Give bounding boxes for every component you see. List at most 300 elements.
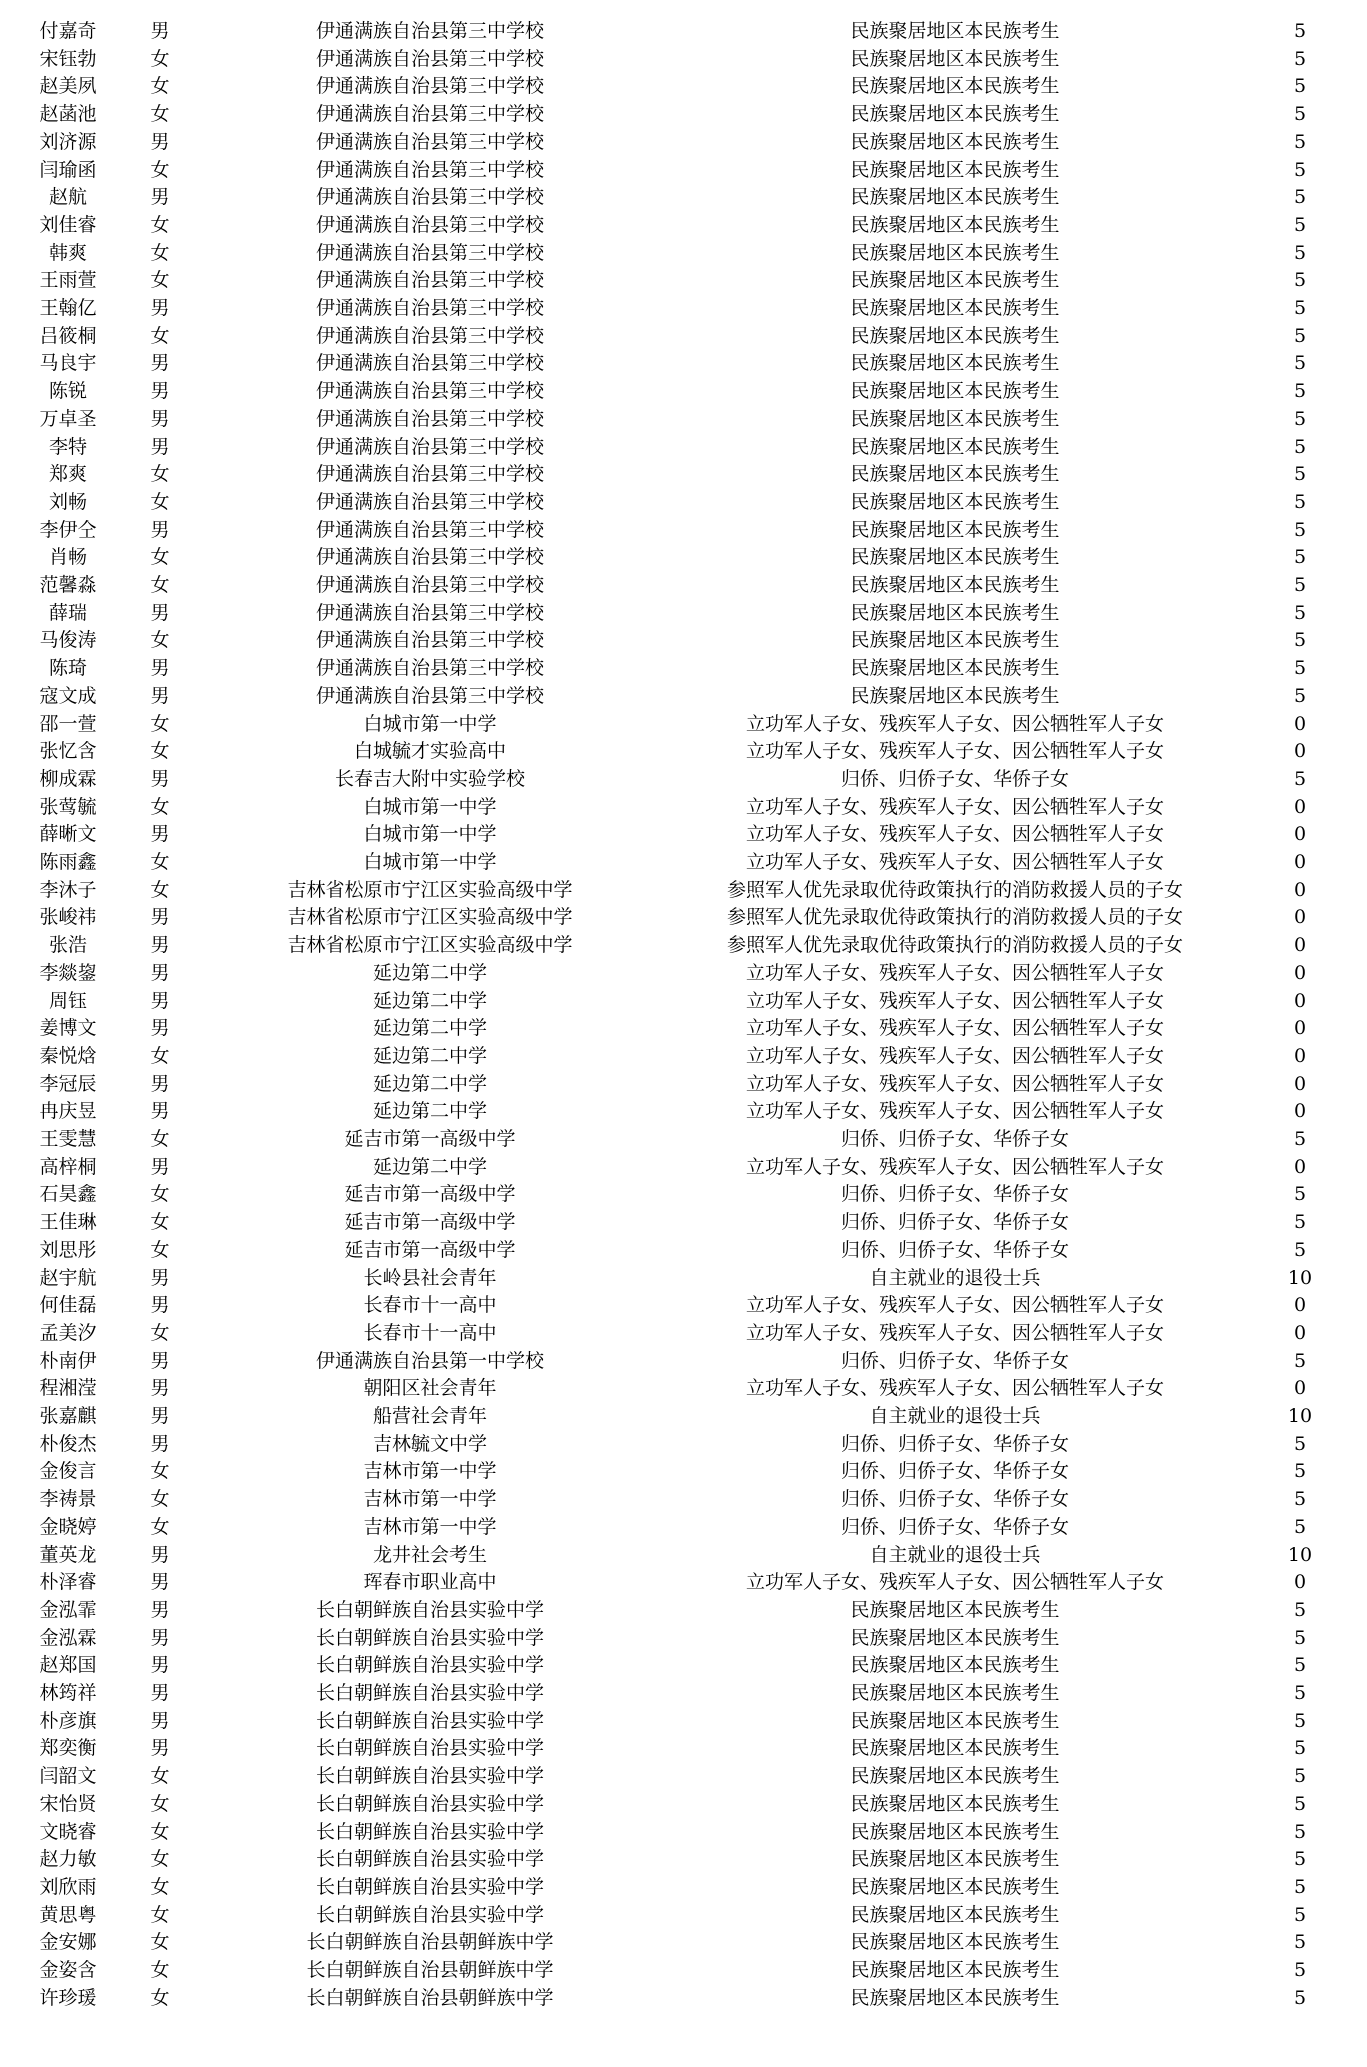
student-gender: 女 [150,740,170,763]
school-name: 伊通满族自治县第三中学校 [315,75,544,98]
student-gender: 男 [150,130,170,153]
student-name: 赵菡池 [39,103,97,126]
bonus-points: 5 [1293,1626,1307,1649]
student-name: 王佳琳 [39,1211,97,1234]
bonus-points: 5 [1293,352,1307,375]
student-gender: 男 [150,906,170,929]
table-row [0,1015,1367,1043]
student-gender: 男 [150,961,170,984]
bonus-points: 5 [1293,1903,1307,1926]
student-gender: 男 [150,20,170,42]
school-name: 船营社会青年 [372,1405,487,1427]
school-name: 白城市第一中学 [363,712,497,735]
bonus-category: 归侨、归侨子女、华侨子女 [840,1238,1069,1261]
bonus-points: 5 [1293,380,1307,403]
school-name: 延边第二中学 [372,989,487,1012]
table-row [0,960,1367,988]
bonus-category: 立功军人子女、残疾军人子女、因公牺牲军人子女 [745,1294,1164,1317]
bonus-category: 民族聚居地区本民族考生 [850,103,1060,126]
table-row [0,821,1367,849]
bonus-points: 5 [1293,297,1307,319]
student-gender: 男 [150,1072,170,1095]
bonus-points: 0 [1293,1100,1307,1123]
student-gender: 女 [150,490,170,513]
student-gender: 男 [150,518,170,541]
bonus-category: 民族聚居地区本民族考生 [850,1598,1060,1621]
student-gender: 女 [150,712,170,735]
table-row [0,1126,1367,1154]
student-gender: 女 [150,241,170,264]
student-name: 赵美夙 [39,75,97,98]
bonus-category: 民族聚居地区本民族考生 [850,1986,1060,2009]
student-gender: 男 [150,823,170,846]
student-name: 姜博文 [39,1017,97,1040]
student-gender: 男 [150,1349,170,1372]
bonus-points: 5 [1293,20,1307,42]
bonus-category: 民族聚居地区本民族考生 [850,324,1060,347]
bonus-points: 5 [1293,1959,1307,1981]
student-gender: 女 [150,1128,170,1150]
table-row [0,46,1367,74]
bonus-category: 民族聚居地区本民族考生 [850,518,1060,541]
school-name: 伊通满族自治县第三中学校 [315,241,544,264]
student-gender: 男 [150,1626,170,1649]
school-name: 长白朝鲜族自治县实验中学 [315,1820,544,1843]
student-name: 范馨淼 [39,574,97,596]
student-gender: 男 [150,989,170,1012]
student-name: 张忆含 [39,740,97,763]
bonus-category: 民族聚居地区本民族考生 [850,435,1060,458]
table-row [0,877,1367,905]
student-name: 董英龙 [39,1543,97,1566]
student-gender: 女 [150,158,170,181]
student-name: 闫瑜函 [39,158,97,181]
table-row [0,627,1367,655]
table-row [0,1874,1367,1902]
student-gender: 男 [150,1100,170,1123]
student-name: 何佳磊 [39,1294,97,1317]
school-name: 伊通满族自治县第三中学校 [315,463,544,486]
student-name: 黄思粤 [39,1903,97,1926]
table-row [0,1237,1367,1265]
school-name: 长春吉大附中实验学校 [334,767,525,790]
table-row [0,1292,1367,1320]
table-row [0,572,1367,600]
table-row [0,766,1367,794]
school-name: 伊通满族自治县第三中学校 [315,158,544,181]
table-row [0,1043,1367,1071]
school-name: 白城市第一中学 [363,823,497,846]
bonus-points: 5 [1293,1875,1307,1898]
bonus-category: 立功军人子女、残疾军人子女、因公牺牲军人子女 [745,795,1164,818]
bonus-points: 5 [1293,1682,1307,1704]
bonus-category: 民族聚居地区本民族考生 [850,75,1060,98]
bonus-category: 民族聚居地区本民族考生 [850,186,1060,209]
bonus-points: 0 [1293,1072,1307,1095]
student-gender: 女 [150,1460,170,1483]
bonus-points: 5 [1293,1211,1307,1234]
student-gender: 男 [150,1571,170,1594]
table-row [0,378,1367,406]
student-gender: 男 [150,1598,170,1621]
table-row [0,1098,1367,1126]
bonus-category: 归侨、归侨子女、华侨子女 [840,1432,1069,1455]
bonus-points: 5 [1293,1820,1307,1843]
bonus-category: 归侨、归侨子女、华侨子女 [840,1515,1069,1538]
student-name: 马俊涛 [39,629,97,652]
student-name: 冉庆昱 [39,1100,97,1123]
student-name: 郑爽 [48,463,87,486]
school-name: 吉林省松原市宁江区实验高级中学 [287,934,573,957]
student-gender: 女 [150,47,170,70]
bonus-category: 民族聚居地区本民族考生 [850,158,1060,181]
table-row [0,600,1367,628]
bonus-category: 民族聚居地区本民族考生 [850,601,1060,624]
school-name: 长白朝鲜族自治县实验中学 [315,1709,544,1732]
table-row [0,1985,1367,2013]
student-gender: 男 [150,767,170,790]
student-name: 刘佳睿 [39,213,97,236]
student-gender: 女 [150,1044,170,1067]
bonus-points: 5 [1293,767,1307,790]
table-row [0,489,1367,517]
bonus-points: 0 [1293,961,1307,984]
bonus-points: 5 [1293,435,1307,458]
student-name: 宋钰勃 [39,47,97,70]
student-name: 王雯慧 [39,1128,97,1150]
table-row [0,184,1367,212]
student-gender: 女 [150,103,170,126]
table-row [0,1348,1367,1376]
bonus-category: 民族聚居地区本民族考生 [850,1903,1060,1926]
school-name: 长白朝鲜族自治县朝鲜族中学 [306,1959,554,1981]
table-row [0,1154,1367,1182]
bonus-category: 民族聚居地区本民族考生 [850,657,1060,680]
student-gender: 男 [150,601,170,624]
bonus-points: 0 [1293,906,1307,929]
school-name: 伊通满族自治县第三中学校 [315,352,544,375]
table-row [0,323,1367,351]
bonus-points: 5 [1293,75,1307,98]
school-name: 白城市第一中学 [363,795,497,818]
student-gender: 女 [150,1488,170,1511]
school-name: 白城毓才实验高中 [353,740,506,763]
bonus-points: 0 [1293,1377,1307,1400]
bonus-category: 民族聚居地区本民族考生 [850,1792,1060,1815]
bonus-category: 民族聚居地区本民族考生 [850,352,1060,375]
student-gender: 女 [150,574,170,596]
bonus-category: 自主就业的退役士兵 [869,1543,1041,1566]
bonus-category: 归侨、归侨子女、华侨子女 [840,1211,1069,1234]
student-gender: 男 [150,352,170,375]
bonus-category: 民族聚居地区本民族考生 [850,1654,1060,1677]
student-name: 李沐子 [39,878,97,901]
student-name: 刘欣雨 [39,1875,97,1898]
bonus-points: 5 [1293,1737,1307,1760]
bonus-points: 5 [1293,103,1307,126]
bonus-category: 参照军人优先录取优待政策执行的消防救援人员的子女 [726,878,1183,901]
student-gender: 女 [150,1903,170,1926]
bonus-category: 民族聚居地区本民族考生 [850,1765,1060,1788]
bonus-category: 参照军人优先录取优待政策执行的消防救援人员的子女 [726,934,1183,957]
student-name: 郑奕衡 [39,1737,97,1760]
table-row [0,904,1367,932]
bonus-category: 民族聚居地区本民族考生 [850,1626,1060,1649]
bonus-category: 立功军人子女、残疾军人子女、因公牺牲军人子女 [745,989,1164,1012]
table-row [0,267,1367,295]
bonus-points: 0 [1293,823,1307,846]
bonus-points: 5 [1293,684,1307,707]
table-row [0,655,1367,683]
bonus-points: 10 [1287,1266,1313,1289]
table-row [0,1431,1367,1459]
table-row [0,517,1367,545]
student-name: 刘畅 [48,490,87,513]
school-name: 伊通满族自治县第三中学校 [315,407,544,430]
student-name: 闫韶文 [39,1765,97,1788]
table-row [0,1403,1367,1431]
table-row [0,1819,1367,1847]
student-name: 金泓霖 [39,1626,97,1649]
school-name: 长白朝鲜族自治县实验中学 [315,1737,544,1760]
bonus-category: 立功军人子女、残疾军人子女、因公牺牲军人子女 [745,740,1164,763]
student-gender: 女 [150,546,170,569]
bonus-points: 5 [1293,1488,1307,1511]
bonus-category: 民族聚居地区本民族考生 [850,463,1060,486]
school-name: 伊通满族自治县第三中学校 [315,186,544,209]
student-gender: 男 [150,1737,170,1760]
school-name: 伊通满族自治县第三中学校 [315,684,544,707]
table-row [0,1320,1367,1348]
school-name: 伊通满族自治县第三中学校 [315,269,544,292]
school-name: 吉林市第一中学 [363,1515,497,1538]
school-name: 长白朝鲜族自治县实验中学 [315,1654,544,1677]
bonus-category: 立功军人子女、残疾军人子女、因公牺牲军人子女 [745,851,1164,873]
bonus-points: 10 [1287,1543,1313,1566]
bonus-points: 0 [1293,1294,1307,1317]
bonus-category: 民族聚居地区本民族考生 [850,1737,1060,1760]
bonus-points: 5 [1293,1765,1307,1788]
school-name: 长白朝鲜族自治县实验中学 [315,1848,544,1871]
school-name: 伊通满族自治县第三中学校 [315,657,544,680]
school-name: 龙井社会考生 [372,1543,487,1566]
bonus-category: 自主就业的退役士兵 [869,1405,1041,1427]
school-name: 珲春市职业高中 [363,1571,497,1594]
table-row [0,1957,1367,1985]
bonus-points: 5 [1293,1709,1307,1732]
bonus-points: 0 [1293,712,1307,735]
bonus-points: 0 [1293,1155,1307,1178]
table-row [0,1265,1367,1293]
table-row [0,350,1367,378]
bonus-category: 立功军人子女、残疾军人子女、因公牺牲军人子女 [745,1017,1164,1040]
student-gender: 男 [150,1155,170,1178]
student-name: 金姿含 [39,1959,97,1981]
bonus-category: 民族聚居地区本民族考生 [850,47,1060,70]
bonus-points: 5 [1293,1848,1307,1871]
table-row [0,988,1367,1016]
school-name: 吉林市第一中学 [363,1460,497,1483]
school-name: 伊通满族自治县第三中学校 [315,518,544,541]
bonus-category: 民族聚居地区本民族考生 [850,269,1060,292]
bonus-points: 5 [1293,1654,1307,1677]
bonus-category: 立功军人子女、残疾军人子女、因公牺牲军人子女 [745,1100,1164,1123]
bonus-category: 民族聚居地区本民族考生 [850,574,1060,596]
student-gender: 男 [150,1017,170,1040]
student-gender: 女 [150,75,170,98]
bonus-points: 5 [1293,1432,1307,1455]
student-gender: 男 [150,1543,170,1566]
school-name: 伊通满族自治县第三中学校 [315,213,544,236]
student-name: 金晓婷 [39,1515,97,1538]
student-gender: 女 [150,463,170,486]
student-gender: 女 [150,1959,170,1981]
table-row [0,1209,1367,1237]
bonus-category: 民族聚居地区本民族考生 [850,213,1060,236]
student-name: 张浩 [48,934,87,957]
bonus-category: 归侨、归侨子女、华侨子女 [840,1349,1069,1372]
table-row [0,1597,1367,1625]
student-name: 陈雨鑫 [39,851,97,873]
student-name: 万卓圣 [39,407,97,430]
school-name: 长白朝鲜族自治县实验中学 [315,1626,544,1649]
bonus-category: 民族聚居地区本民族考生 [850,20,1060,42]
bonus-category: 民族聚居地区本民族考生 [850,1931,1060,1954]
school-name: 吉林市第一中学 [363,1488,497,1511]
bonus-points: 5 [1293,1986,1307,2009]
school-name: 延边第二中学 [372,961,487,984]
school-name: 长白朝鲜族自治县实验中学 [315,1792,544,1815]
school-name: 长白朝鲜族自治县实验中学 [315,1765,544,1788]
table-row [0,849,1367,877]
table-row [0,1902,1367,1930]
table-row [0,212,1367,240]
bonus-points: 5 [1293,1183,1307,1206]
student-name: 李燚鋆 [39,961,97,984]
bonus-points: 5 [1293,1792,1307,1815]
student-name: 王雨萱 [39,269,97,292]
student-name: 程湘滢 [39,1377,97,1400]
school-name: 伊通满族自治县第三中学校 [315,20,544,42]
student-name: 孟美汐 [39,1321,97,1344]
student-name: 薛瑞 [48,601,87,624]
school-name: 伊通满族自治县第三中学校 [315,103,544,126]
bonus-points: 5 [1293,490,1307,513]
student-gender: 女 [150,1848,170,1871]
student-name: 张嘉麒 [39,1405,97,1427]
bonus-points: 5 [1293,1598,1307,1621]
student-name: 陈锐 [48,380,87,403]
student-name: 文晓睿 [39,1820,97,1843]
school-name: 伊通满族自治县第三中学校 [315,47,544,70]
school-name: 伊通满族自治县第三中学校 [315,130,544,153]
table-row [0,1929,1367,1957]
bonus-category: 参照军人优先录取优待政策执行的消防救援人员的子女 [726,906,1183,929]
table-row [0,738,1367,766]
school-name: 延边第二中学 [372,1017,487,1040]
student-name: 金泓霏 [39,1598,97,1621]
bonus-points: 10 [1287,1405,1313,1427]
school-name: 伊通满族自治县第三中学校 [315,574,544,596]
student-gender: 女 [150,1515,170,1538]
student-gender: 女 [150,1820,170,1843]
student-name: 朴俊杰 [39,1432,97,1455]
school-name: 伊通满族自治县第三中学校 [315,297,544,319]
student-name: 王翰亿 [39,297,97,319]
bonus-points: 5 [1293,657,1307,680]
bonus-category: 立功军人子女、残疾军人子女、因公牺牲军人子女 [745,712,1164,735]
student-name: 赵宇航 [39,1266,97,1289]
student-name: 朴彦旗 [39,1709,97,1732]
school-name: 长白朝鲜族自治县实验中学 [315,1682,544,1704]
bonus-points: 0 [1293,1321,1307,1344]
bonus-category: 立功军人子女、残疾军人子女、因公牺牲军人子女 [745,1072,1164,1095]
table-row [0,794,1367,822]
bonus-points: 5 [1293,546,1307,569]
school-name: 伊通满族自治县第三中学校 [315,601,544,624]
table-row [0,461,1367,489]
bonus-points: 0 [1293,795,1307,818]
table-row [0,1071,1367,1099]
bonus-category: 民族聚居地区本民族考生 [850,1709,1060,1732]
bonus-points: 5 [1293,1931,1307,1954]
student-name: 寇文成 [39,684,97,707]
table-row [0,1791,1367,1819]
student-gender: 女 [150,1211,170,1234]
student-gender: 女 [150,795,170,818]
school-name: 长白朝鲜族自治县朝鲜族中学 [306,1986,554,2009]
table-row [0,1652,1367,1680]
bonus-category: 民族聚居地区本民族考生 [850,407,1060,430]
bonus-points: 5 [1293,1515,1307,1538]
student-gender: 女 [150,1875,170,1898]
table-row [0,101,1367,129]
table-row [0,157,1367,185]
student-gender: 女 [150,1931,170,1954]
student-name: 韩爽 [48,241,87,264]
bonus-category: 民族聚居地区本民族考生 [850,1959,1060,1981]
student-gender: 女 [150,1986,170,2009]
school-name: 吉林省松原市宁江区实验高级中学 [287,906,573,929]
school-name: 伊通满族自治县第三中学校 [315,380,544,403]
bonus-points: 5 [1293,1460,1307,1483]
bonus-category: 民族聚居地区本民族考生 [850,546,1060,569]
table-row [0,406,1367,434]
student-gender: 男 [150,407,170,430]
bonus-category: 立功军人子女、残疾军人子女、因公牺牲军人子女 [745,1321,1164,1344]
school-name: 延边第二中学 [372,1044,487,1067]
student-name: 刘济源 [39,130,97,153]
table-row [0,932,1367,960]
table-row [0,18,1367,46]
bonus-points: 0 [1293,934,1307,957]
bonus-points: 5 [1293,574,1307,596]
school-name: 长岭县社会青年 [363,1266,497,1289]
school-name: 长春市十一高中 [363,1294,497,1317]
bonus-category: 归侨、归侨子女、华侨子女 [840,767,1069,790]
student-gender: 男 [150,934,170,957]
student-gender: 女 [150,324,170,347]
student-gender: 男 [150,657,170,680]
bonus-points: 5 [1293,407,1307,430]
student-gender: 女 [150,1792,170,1815]
student-name: 林筠祥 [39,1682,97,1704]
student-gender: 女 [150,1321,170,1344]
bonus-category: 民族聚居地区本民族考生 [850,130,1060,153]
student-gender: 男 [150,1294,170,1317]
bonus-category: 民族聚居地区本民族考生 [850,490,1060,513]
table-row [0,295,1367,323]
